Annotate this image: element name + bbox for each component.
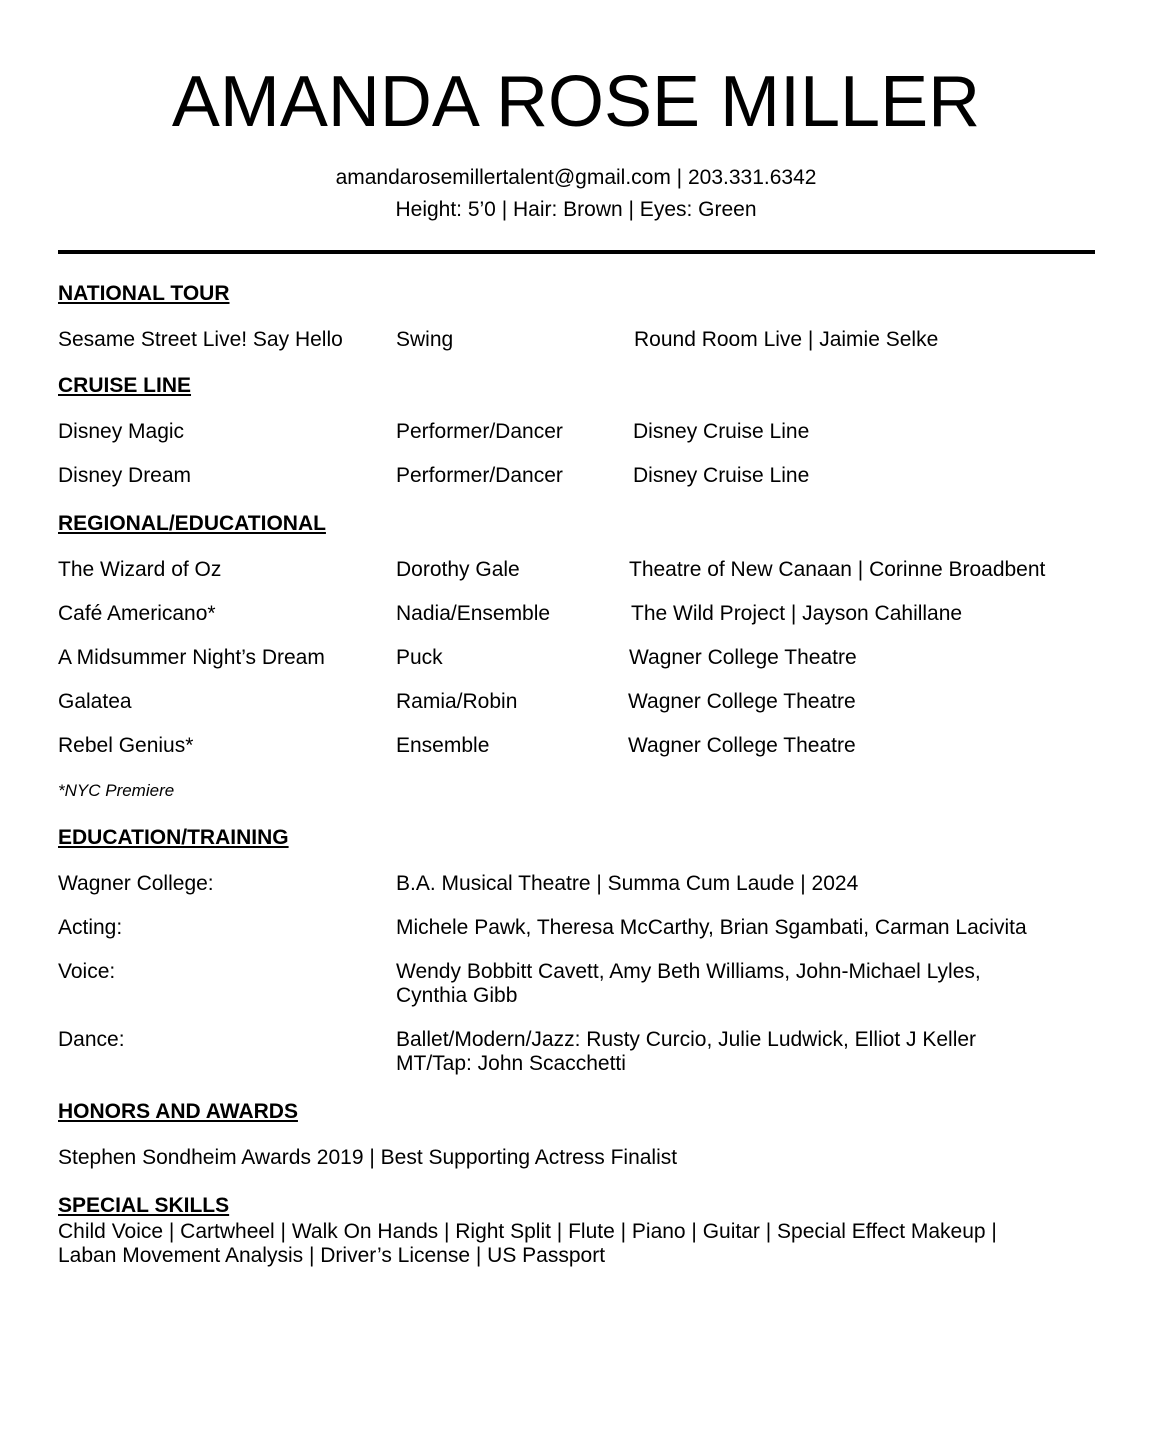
training-detail	[396, 1028, 1096, 1076]
credit-row	[0, 601, 1152, 627]
section-heading-education: EDUCATION/TRAINING	[58, 826, 289, 849]
training-label: Dance:	[58, 1028, 125, 1051]
training-label: Voice:	[58, 960, 116, 983]
training-label: Wagner College:	[58, 872, 214, 895]
credit-row	[0, 733, 1152, 759]
training-detail	[396, 960, 1096, 1008]
section-heading-honors: HONORS AND AWARDS	[58, 1100, 298, 1123]
role: Ramia/Robin	[396, 690, 518, 713]
role: Swing	[396, 328, 454, 351]
role: Puck	[396, 646, 443, 669]
training-detail-line: MT/Tap: John Scacchetti	[396, 1052, 626, 1075]
training-label: Acting:	[58, 916, 123, 939]
show-title: Disney Magic	[58, 420, 185, 443]
role: Performer/Dancer	[396, 464, 563, 487]
skills-line: Child Voice | Cartwheel | Walk On Hands | Right Split | Flute | Piano | Guitar | Special Effect Makeup |	[58, 1220, 997, 1243]
contact-info: amandarosemillertalent@gmail.com | 203.331.6342	[335, 166, 817, 189]
role: Ensemble	[396, 734, 490, 757]
section-heading-regional: REGIONAL/EDUCATIONAL	[58, 512, 326, 535]
credit-row	[0, 645, 1152, 671]
show-title: The Wizard of Oz	[58, 558, 222, 581]
credit-row	[0, 327, 1152, 353]
training-detail-line: Cynthia Gibb	[396, 984, 518, 1007]
header-divider	[58, 250, 1095, 254]
role: Performer/Dancer	[396, 420, 563, 443]
show-title: Café Americano*	[58, 602, 216, 625]
physical-stats: Height: 5’0 | Hair: Brown | Eyes: Green	[395, 198, 757, 221]
show-title: Rebel Genius*	[58, 734, 194, 757]
company: Wagner College Theatre	[628, 734, 856, 757]
credit-row	[0, 463, 1152, 489]
credit-row	[0, 419, 1152, 445]
training-detail: Michele Pawk, Theresa McCarthy, Brian Sgambati, Carman Lacivita	[396, 916, 1027, 939]
section-heading-skills: SPECIAL SKILLS	[58, 1194, 230, 1217]
performer-name: AMANDA ROSE MILLER	[171, 62, 981, 142]
role: Nadia/Ensemble	[396, 602, 551, 625]
show-title: Galatea	[58, 690, 132, 713]
training-detail: B.A. Musical Theatre | Summa Cum Laude | 2024	[396, 872, 859, 895]
company: The Wild Project | Jayson Cahillane	[631, 602, 963, 625]
skills-line: Laban Movement Analysis | Driver’s License | US Passport	[58, 1244, 606, 1267]
show-title: Sesame Street Live! Say Hello	[58, 328, 343, 351]
section-heading-cruise-line: CRUISE LINE	[58, 374, 192, 397]
credit-row	[0, 557, 1152, 583]
training-row	[0, 871, 1152, 897]
show-title: A Midsummer Night’s Dream	[58, 646, 325, 669]
premiere-footnote: *NYC Premiere	[58, 781, 175, 800]
company: Wagner College Theatre	[629, 646, 857, 669]
company: Wagner College Theatre	[628, 690, 856, 713]
honors-text: Stephen Sondheim Awards 2019 | Best Supporting Actress Finalist	[58, 1146, 678, 1169]
company: Disney Cruise Line	[633, 420, 810, 443]
training-detail-line: Ballet/Modern/Jazz: Rusty Curcio, Julie Ludwick, Elliot J Keller	[396, 1028, 977, 1051]
skills-list	[58, 1220, 1098, 1268]
role: Dorothy Gale	[396, 558, 520, 581]
show-title: Disney Dream	[58, 464, 192, 487]
credit-row	[0, 689, 1152, 715]
section-heading-national-tour: NATIONAL TOUR	[58, 282, 230, 305]
company: Disney Cruise Line	[633, 464, 810, 487]
company: Round Room Live | Jaimie Selke	[634, 328, 939, 351]
training-detail-line: Wendy Bobbitt Cavett, Amy Beth Williams, John-Michael Lyles,	[396, 960, 981, 983]
training-row	[0, 915, 1152, 941]
company: Theatre of New Canaan | Corinne Broadbent	[629, 558, 1046, 581]
